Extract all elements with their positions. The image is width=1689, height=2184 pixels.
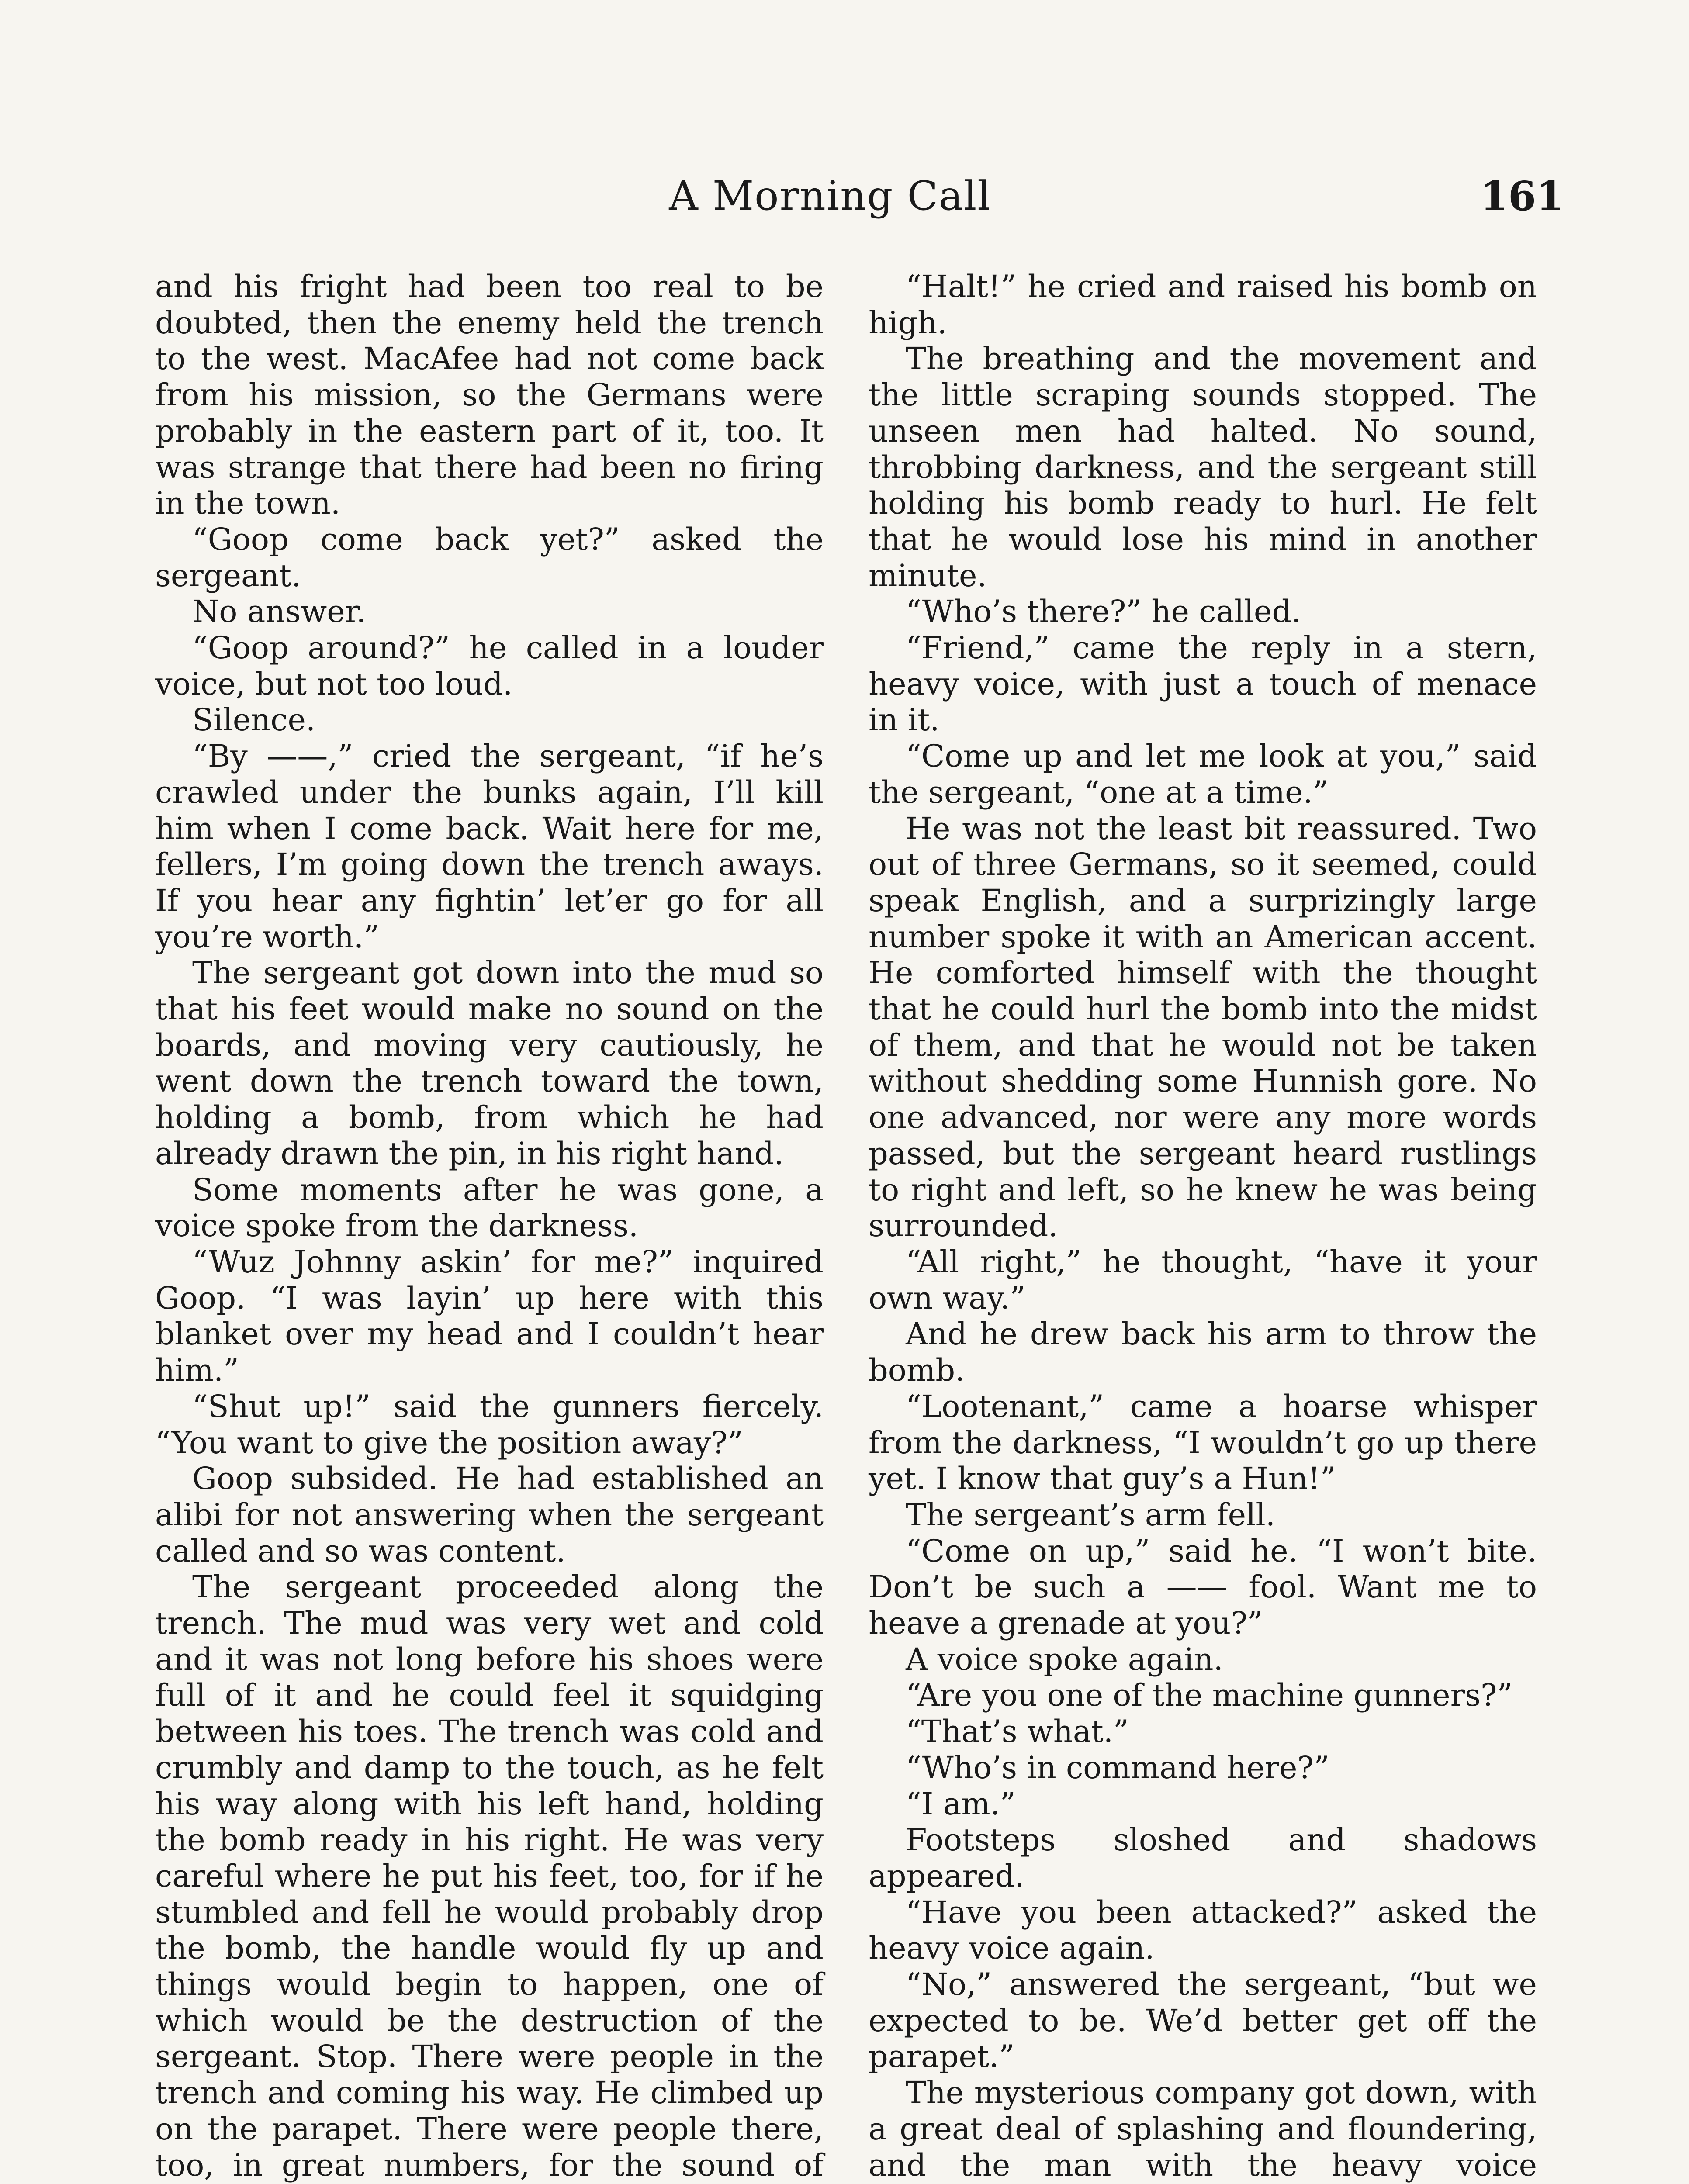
paragraph: “Who’s in command here?” [906,1749,1329,1786]
paragraph: “Are you one of the machine gunners?” [906,1677,1513,1714]
paragraph: He was not the least bit reassured. Two out of three Germans, so it seemed, could speak English, and a surprizingly large number spoke it with an American accent. He comforted himself with the thought that he could hurl the bomb into the midst of them, and that he would not be taken without shedding some Hunnish gore. No one advanced, nor were any more words passed, but the sergeant heard rustlings to right and left, so he knew he was being surrounded. [869,810,1537,1244]
running-title: A Morning Call [669,173,991,219]
paragraph: “Come up and let me look at you,” said the sergeant, “one at a time.” [869,738,1537,810]
page-number: 161 [1480,173,1564,220]
right-column [869,269,1537,2184]
paragraph: The sergeant’s arm fell. [906,1496,1276,1533]
paragraph: “Friend,” came the reply in a stern, heavy voice, with just a touch of menace in it. [869,630,1537,738]
paragraph: The mysterious company got down, with a great deal of splashing and floundering, and the man with the heavy voice [869,2075,1537,2183]
paragraph: “All right,” he thought, “have it your own way.” [869,1244,1537,1316]
paragraph: “Halt!” he cried and raised his bomb on high. [869,269,1537,341]
paragraph: Silence. [192,702,316,738]
paragraph: And he drew back his arm to throw the bomb. [869,1316,1537,1389]
paragraph: The breathing and the movement and the little scraping sounds stopped. The unseen men had halted. No sound, throbbing darkness, and the sergeant still holding his bomb ready to hurl. He felt that he would lose his mind in another minute. [869,341,1537,594]
paragraph: “Shut up!” said the gunners fiercely. “You want to give the position away?” [155,1388,824,1461]
paragraph: “No,” answered the sergeant, “but we expected to be. We’d better get off the parapet.” [869,1966,1537,2075]
paragraph: “Have you been attacked?” asked the heavy voice again. [869,1894,1537,1966]
paragraph: The sergeant proceeded along the trench. The mud was very wet and cold and it was not long before his shoes were full of it and he could feel it squidging between his toes. The trench was cold and crumbly and damp to the touch, as he felt his way along with his left hand, holding the bomb ready in his right. He was very careful where he put his feet, too, for if he stumbled and fell he would probably drop the bomb, the handle would fly up and things would begin to happen, one of which would be the destruction of the sergeant. Stop. There were people in the trench and coming his way. He climbed up on the parapet. There were people there, too, in great numbers, for the sound of [155,1569,824,2183]
paragraph: “That’s what.” [906,1714,1129,1750]
paragraph: “Come on up,” said he. “I won’t bite. Don’t be such a —— fool. Want me to heave a grenade at you?” [869,1533,1537,1641]
paragraph: “Lootenant,” came a hoarse whisper from the darkness, “I wouldn’t go up there yet. I know that guy’s a Hun!” [869,1388,1537,1497]
paragraph: Some moments after he was gone, a voice spoke from the darkness. [155,1171,824,1244]
paragraph: A voice spoke again. [906,1641,1223,1677]
paragraph: “Goop come back yet?” asked the sergeant. [155,521,824,594]
left-column [155,269,824,2184]
paragraph: and his fright had been too real to be doubted, then the enemy held the trench to the west. MacAfee had not come back from his mission, so the Germans were probably in the eastern part of it, too. It was strange that there had been no firing in the town. [155,269,824,522]
paragraph: “Wuz Johnny askin’ for me?” inquired Goop. “I was layin’ up here with this blanket over my head and I couldn’t hear him.” [155,1244,824,1389]
paragraph: Goop subsided. He had established an alibi for not answering when the sergeant called and so was content. [155,1461,824,1569]
paragraph: The sergeant got down into the mud so that his feet would make no sound on the boards, and moving very cautiously, he went down the trench toward the town, holding a bomb, from which he had already drawn the pin, in his right hand. [155,955,824,1171]
paragraph: “I am.” [906,1786,1016,1822]
paragraph: “Goop around?” he called in a louder voice, but not too loud. [155,630,824,702]
paragraph: Footsteps sloshed and shadows appeared. [869,1822,1537,1894]
paragraph: No answer. [192,594,366,630]
paragraph: “By ——,” cried the sergeant, “if he’s crawled under the bunks again, I’ll kill him when I come back. Wait here for me, fellers, I’m going down the trench aways. If you hear any fightin’ let’er go for all you’re worth.” [155,738,824,955]
paragraph: “Who’s there?” he called. [906,594,1301,630]
